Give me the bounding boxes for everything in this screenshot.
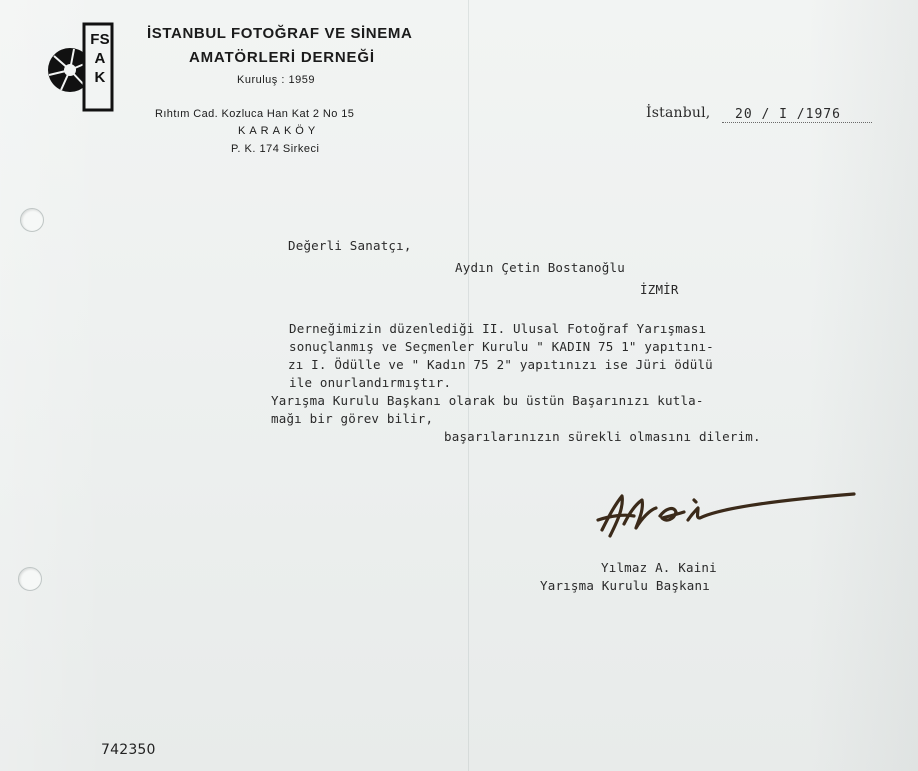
reference-number: 742350 [101, 742, 156, 758]
recipient-name: Aydın Çetin Bostanoğlu [455, 260, 625, 275]
org-address-pobox: P. K. 174 Sirkeci [231, 143, 320, 155]
body-line: mağı bir görev bilir, [271, 411, 434, 426]
org-name-line1: İSTANBUL FOTOĞRAF VE SİNEMA [147, 25, 413, 42]
handwritten-signature [590, 478, 860, 548]
punch-hole-top [20, 208, 44, 232]
signatory-title: Yarışma Kurulu Başkanı [540, 578, 710, 593]
body-line: sonuçlanmış ve Seçmenler Kurulu " KADIN 75 1" yapıtını- [289, 339, 714, 354]
paper-fold-line [468, 0, 469, 771]
recipient-city: İZMİR [640, 282, 679, 297]
date-dotted-line [722, 122, 872, 124]
org-founded: Kuruluş : 1959 [237, 74, 315, 86]
body-line: Yarışma Kurulu Başkanı olarak bu üstün Başarınızı kutla- [271, 393, 704, 408]
logo-text: FSAK [90, 31, 110, 86]
body-line: başarılarınızın sürekli olmasını dilerim. [444, 429, 761, 444]
date-place: İstanbul, [646, 105, 711, 121]
org-address-district: KARAKÖY [238, 125, 320, 137]
signatory-name: Yılmaz A. Kaini [601, 560, 717, 575]
body-line: zı I. Ödülle ve " Kadın 75 2" yapıtınızı ise Jüri ödülü [288, 357, 713, 372]
punch-hole-bottom [18, 567, 42, 591]
date-value: 20 / I /1976 [735, 107, 841, 122]
org-address-street: Rıhtım Cad. Kozluca Han Kat 2 No 15 [155, 108, 355, 120]
org-name-line2: AMATÖRLERİ DERNEĞİ [189, 49, 375, 66]
body-line: Derneğimizin düzenlediği II. Ulusal Fotoğraf Yarışması [289, 321, 707, 336]
salutation: Değerli Sanatçı, [288, 238, 412, 253]
body-line: ile onurlandırmıştır. [289, 375, 452, 390]
